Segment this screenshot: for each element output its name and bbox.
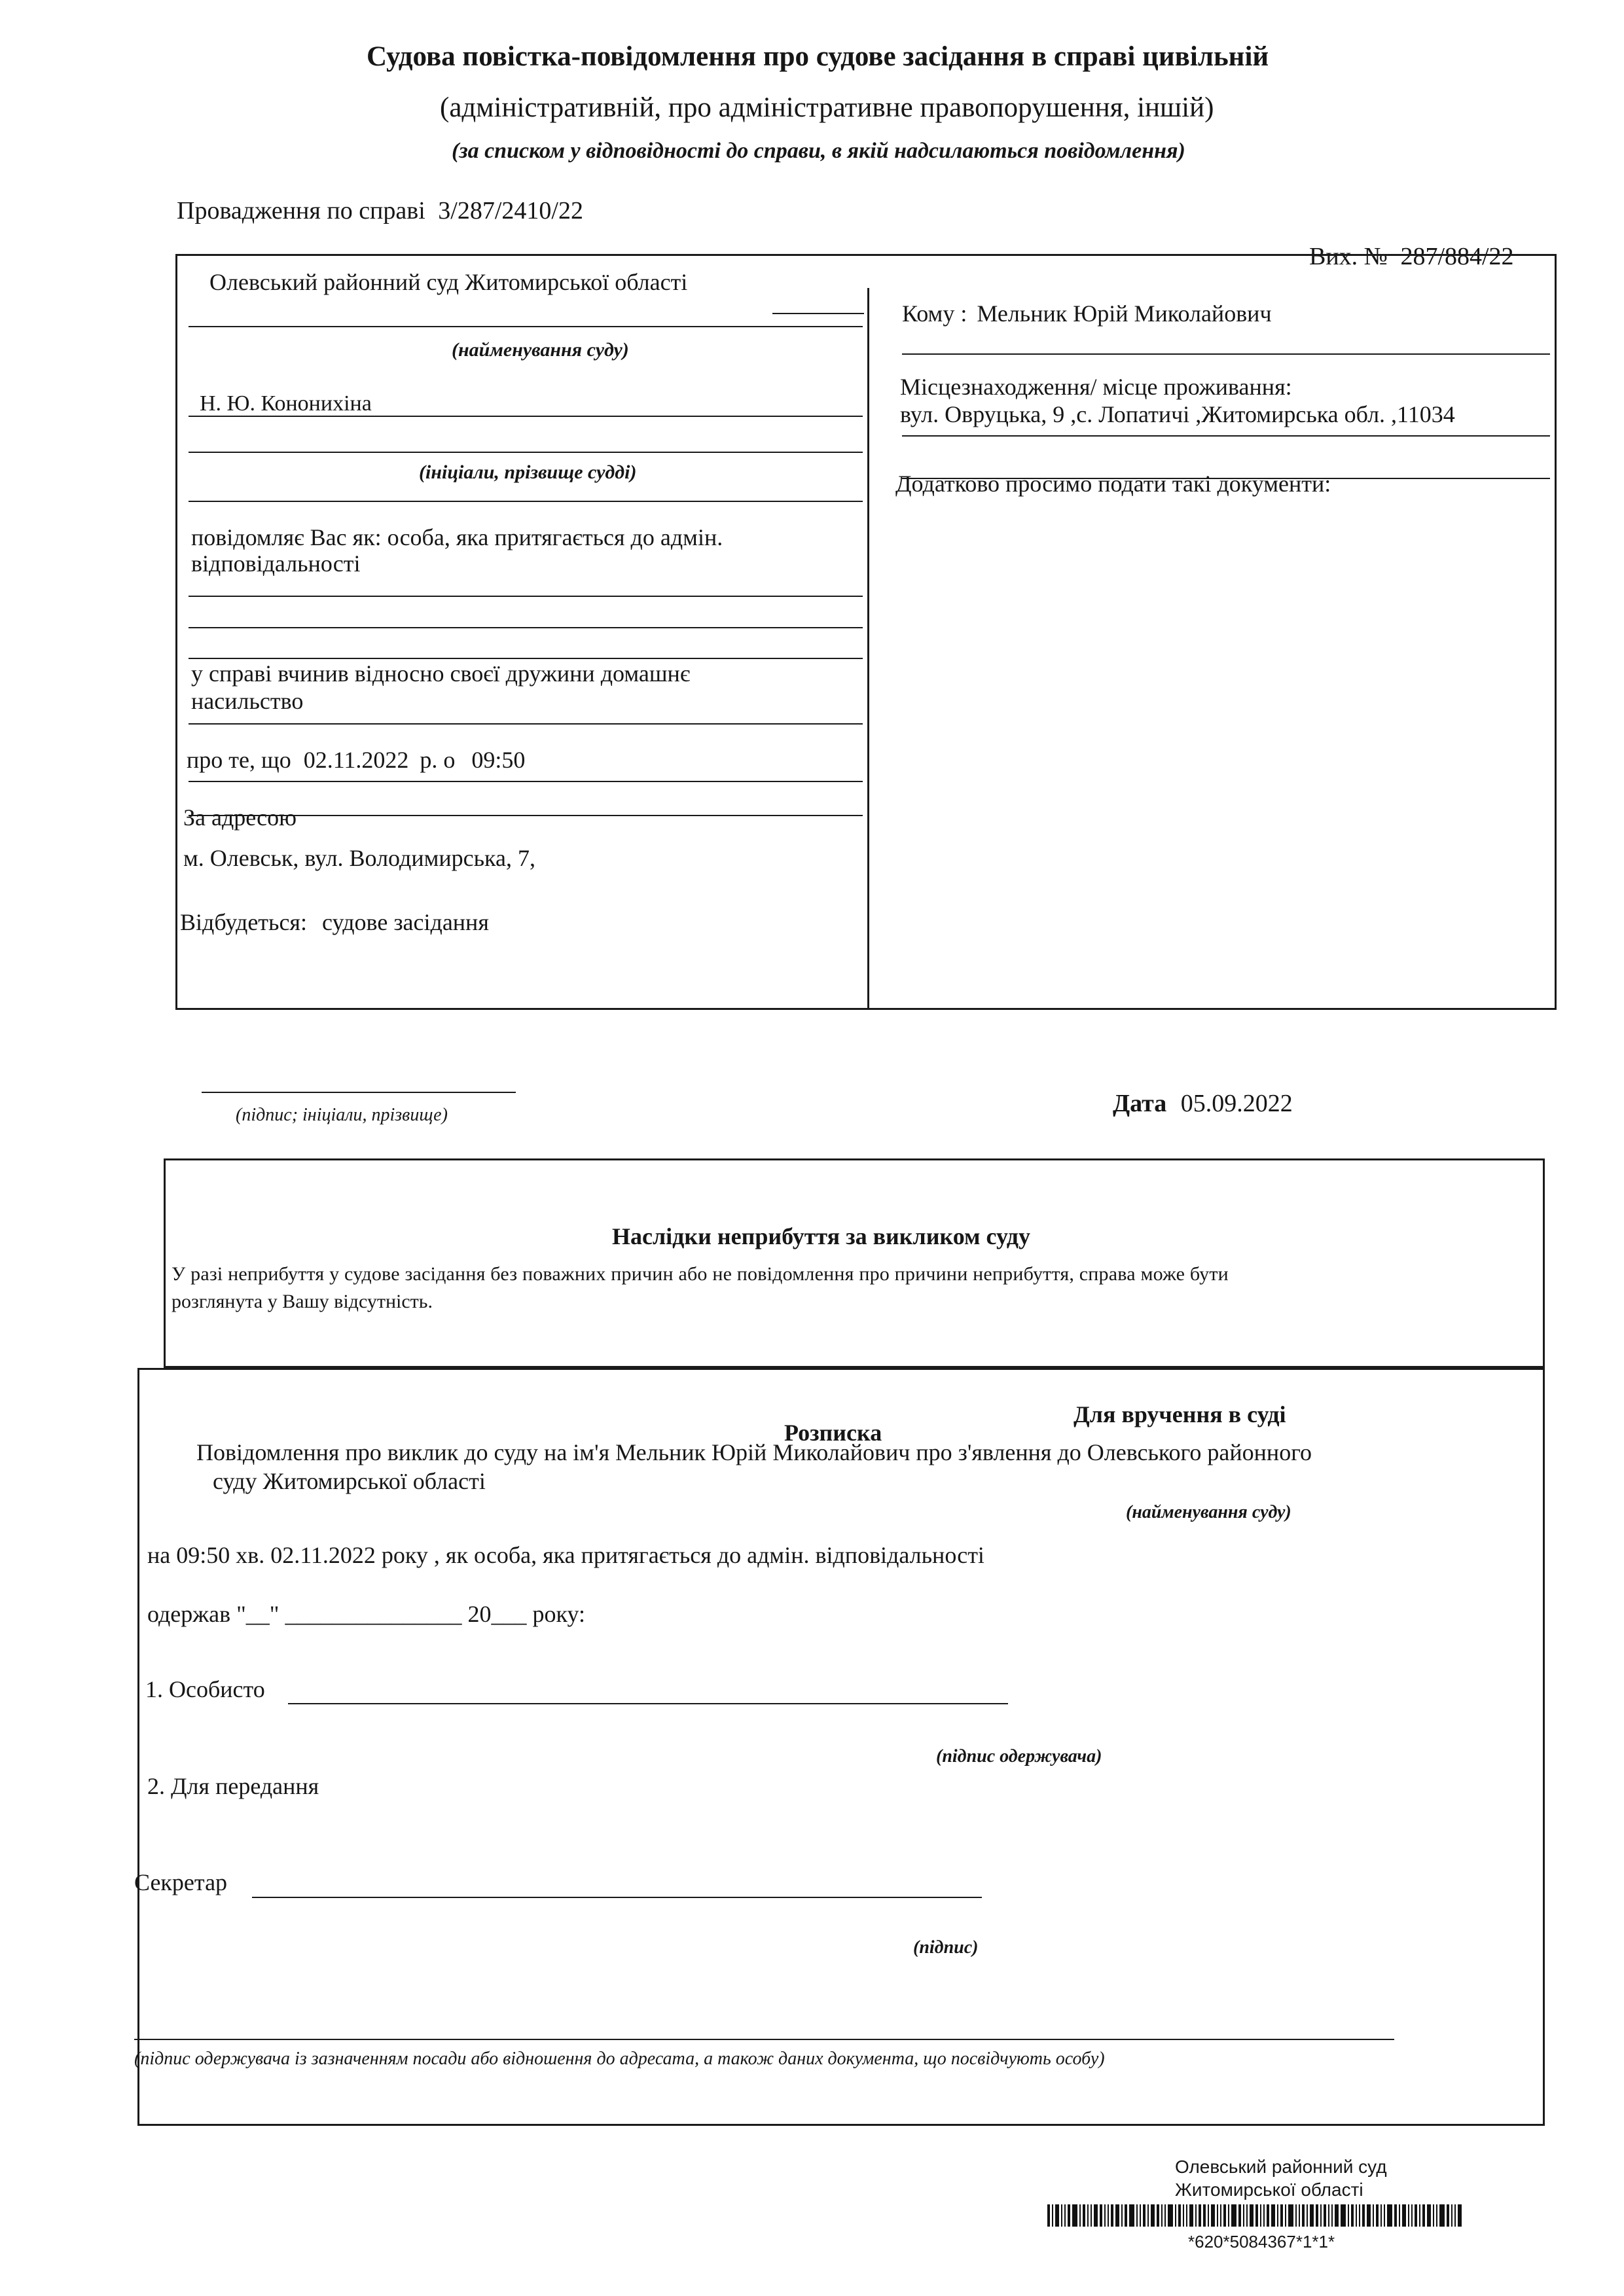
location-underline xyxy=(902,435,1550,437)
personal-signature-line xyxy=(288,1703,1008,1704)
signature-line xyxy=(202,1092,516,1093)
barcode-bar xyxy=(1439,2204,1445,2227)
secretary-signature-line xyxy=(252,1897,982,1898)
barcode-bar xyxy=(1307,2204,1308,2227)
barcode-bar xyxy=(1362,2204,1365,2227)
barcode-bar xyxy=(1422,2204,1425,2227)
extra-documents-label: Додатково просимо подати такі документи: xyxy=(895,471,1331,497)
barcode-bar xyxy=(1183,2204,1184,2227)
barcode-bar xyxy=(1055,2204,1059,2227)
barcode-bar xyxy=(1129,2204,1134,2227)
barcode-bar xyxy=(1211,2204,1215,2227)
bottom-caption: (підпис одержувача із зазначенням посади або відношення до адресата, а також даних документа, що посвідчують особу) xyxy=(134,2049,1105,2069)
barcode-bar xyxy=(1411,2204,1413,2227)
recipient-location: вул. Овруцька, 9 ,с. Лопатичі ,Житомирська обл. ,11034 xyxy=(900,401,1455,427)
barcode-bar xyxy=(1164,2204,1166,2227)
barcode-bar xyxy=(1277,2204,1278,2227)
barcode-bar xyxy=(1121,2204,1123,2227)
receipt-title: Розписка xyxy=(784,1420,882,1446)
barcode-bar xyxy=(1175,2204,1176,2227)
barcode-bar xyxy=(1087,2204,1089,2227)
barcode-bar xyxy=(1220,2204,1221,2227)
barcode-bar xyxy=(1217,2204,1218,2227)
consequences-line-1: У разі неприбуття у судове засідання без поважних причин або не повідомлення про причини неприбуття, справа може бути xyxy=(171,1263,1229,1285)
barcode-bar xyxy=(1115,2204,1119,2227)
document-title: Судова повістка-повідомлення про судове засідання в справі цивільній xyxy=(367,41,1269,72)
recipient-line xyxy=(902,300,1272,327)
recipient-underline xyxy=(902,353,1550,355)
recipient-signature-caption: (підпис одержувача) xyxy=(936,1746,1102,1767)
stamp-region: Житомирської області xyxy=(1175,2179,1363,2200)
date-value: 05.09.2022 xyxy=(1180,1090,1293,1117)
barcode-text: *620*5084367*1*1* xyxy=(1188,2232,1335,2251)
barcode-bar xyxy=(1246,2204,1248,2227)
barcode-bar xyxy=(1451,2204,1453,2227)
notifies-line-1: повідомляє Вас як: особа, яка притягається до адмін. xyxy=(191,524,723,550)
receipt-line-2: суду Житомирської області xyxy=(213,1468,486,1494)
secretary-signature-caption: (підпис) xyxy=(913,1937,979,1958)
barcode-bar xyxy=(1238,2204,1241,2227)
barcode-bar xyxy=(1143,2204,1146,2227)
barcode-bar xyxy=(1250,2204,1254,2227)
barcode-bar xyxy=(1203,2204,1206,2227)
outgoing-label: Вих. № xyxy=(1309,243,1388,270)
consequences-line-2: розглянута у Вашу відсутність. xyxy=(171,1291,433,1312)
barcode-bar xyxy=(1310,2204,1314,2227)
hearing-datetime xyxy=(187,746,525,774)
secretary-label: Секретар xyxy=(134,1869,228,1895)
barcode-bar xyxy=(1151,2204,1155,2227)
barcode-bar xyxy=(1285,2204,1286,2227)
barcode-bar xyxy=(1157,2204,1159,2227)
barcode-bar xyxy=(1260,2204,1261,2227)
barcode-bar xyxy=(1341,2204,1346,2227)
barcode-bar xyxy=(1125,2204,1127,2227)
date-label-main: Дата xyxy=(1113,1090,1167,1117)
barcode-bar xyxy=(1228,2204,1229,2227)
barcode-bar xyxy=(1052,2204,1053,2227)
barcode-bar xyxy=(1108,2204,1109,2227)
barcode-bar xyxy=(1199,2204,1201,2227)
summons-divider xyxy=(867,288,869,1010)
event-value: судове засідання xyxy=(322,909,489,935)
barcode-bar xyxy=(1091,2204,1092,2227)
notifies-underline xyxy=(189,596,863,597)
judge-underline xyxy=(189,416,863,417)
barcode-bar xyxy=(1373,2204,1374,2227)
case-label: Провадження по справі xyxy=(177,197,425,224)
judge-caption: (ініціали, прізвище судді) xyxy=(419,461,637,483)
barcode-bar xyxy=(1376,2204,1379,2227)
barcode-bar xyxy=(1288,2204,1293,2227)
barcode-bar xyxy=(1140,2204,1141,2227)
event-info xyxy=(180,908,489,936)
barcode-bar xyxy=(1302,2204,1305,2227)
barcode-bar xyxy=(1356,2204,1357,2227)
barcode-bar xyxy=(1454,2204,1456,2227)
judge-name: Н. Ю. Кононихіна xyxy=(200,391,372,416)
barcode-bar xyxy=(1189,2204,1193,2227)
consequences-title: Наслідки неприбуття за викликом суду xyxy=(612,1223,1030,1249)
case-line-1: у справі вчинив відносно своєї дружини домашнє xyxy=(191,660,691,687)
barcode-bar xyxy=(1263,2204,1265,2227)
bottom-signature-line xyxy=(134,2039,1394,2040)
barcode-bar xyxy=(1047,2204,1050,2227)
stamp-court-name: Олевський районний суд xyxy=(1175,2157,1387,2177)
barcode-bar xyxy=(1168,2204,1173,2227)
date-mid: р. о xyxy=(420,747,456,773)
barcode-bar xyxy=(1186,2204,1187,2227)
barcode-bar xyxy=(1320,2204,1322,2227)
signature-caption: (підпис; ініціали, прізвище) xyxy=(236,1105,448,1125)
datetime-underline xyxy=(189,781,863,782)
location-label: Місцезнаходження/ місце проживання: xyxy=(900,374,1292,400)
barcode-bar xyxy=(1231,2204,1236,2227)
barcode-bar xyxy=(1402,2204,1406,2227)
document-note: (за списком у відповідності до справи, в якій надсилаються повідомлення) xyxy=(452,139,1185,163)
barcode-bar xyxy=(1100,2204,1102,2227)
barcode-bar xyxy=(1436,2204,1437,2227)
barcode-bar xyxy=(1427,2204,1431,2227)
document-subtitle: (адміністративній, про адміністративне правопорушення, іншій) xyxy=(440,92,1214,123)
barcode-bar xyxy=(1324,2204,1326,2227)
barcode-bar xyxy=(1299,2204,1300,2227)
judge-section-divider xyxy=(189,501,863,502)
barcode-bar xyxy=(1433,2204,1434,2227)
court-name-underline xyxy=(189,326,863,327)
barcode-bar xyxy=(1384,2204,1385,2227)
receipt-line-1: Повідомлення про виклик до суду на ім'я Мельник Юрій Миколайович про з'явлення до Олевського районного xyxy=(196,1439,1312,1465)
barcode-bar xyxy=(1419,2204,1420,2227)
hearing-date: 02.11.2022 xyxy=(303,747,409,773)
barcode-bar xyxy=(1447,2204,1449,2227)
barcode-bar xyxy=(1072,2204,1077,2227)
barcode-bar xyxy=(1367,2204,1371,2227)
case-line-2: насильство xyxy=(191,688,304,714)
received-line: одержав "__" _______________ 20___ року: xyxy=(147,1601,586,1627)
barcode-bar xyxy=(1387,2204,1392,2227)
barcode-bar xyxy=(1255,2204,1258,2227)
case-underline xyxy=(189,723,863,725)
barcode-bar xyxy=(1104,2204,1106,2227)
personal-label: 1. Особисто xyxy=(145,1676,265,1702)
barcode-bar xyxy=(1316,2204,1318,2227)
barcode-bar xyxy=(1380,2204,1382,2227)
court-caption: (найменування суду) xyxy=(452,339,629,361)
receipt-court-caption: (найменування суду) xyxy=(1126,1502,1291,1522)
barcode-bar xyxy=(1408,2204,1409,2227)
barcode-bar xyxy=(1271,2204,1275,2227)
barcode-bar xyxy=(1064,2204,1066,2227)
judge-underline-2 xyxy=(189,452,863,453)
barcode-bar xyxy=(1079,2204,1081,2227)
barcode-bar xyxy=(1243,2204,1244,2227)
barcode-bar xyxy=(1351,2204,1354,2227)
barcode-bar xyxy=(1094,2204,1098,2227)
barcode-bar xyxy=(1331,2204,1333,2227)
barcode xyxy=(1047,2204,1499,2227)
barcode-bar xyxy=(1348,2204,1349,2227)
outgoing-number: 287/884/22 xyxy=(1400,243,1514,270)
court-name-underline-end xyxy=(772,313,864,314)
barcode-bar xyxy=(1335,2204,1339,2227)
barcode-bar xyxy=(1195,2204,1197,2227)
barcode-bar xyxy=(1061,2204,1062,2227)
barcode-bar xyxy=(1415,2204,1417,2227)
barcode-bar xyxy=(1399,2204,1400,2227)
date-label: про те, що xyxy=(187,747,291,773)
hearing-time: 09:50 xyxy=(471,747,526,773)
barcode-bar xyxy=(1394,2204,1397,2227)
notifies-underline-2 xyxy=(189,627,863,628)
barcode-bar xyxy=(1111,2204,1113,2227)
barcode-bar xyxy=(1068,2204,1070,2227)
barcode-bar xyxy=(1178,2204,1181,2227)
document-date xyxy=(1113,1089,1293,1118)
barcode-bar xyxy=(1267,2204,1269,2227)
case-reference xyxy=(177,196,583,225)
barcode-bar xyxy=(1359,2204,1360,2227)
barcode-bar xyxy=(1328,2204,1329,2227)
event-label: Відбудеться: xyxy=(180,909,307,935)
notifies-line-2: відповідальності xyxy=(191,550,361,577)
for-transfer-label: 2. Для передання xyxy=(147,1773,319,1799)
address-label: За адресою xyxy=(183,804,297,831)
barcode-bar xyxy=(1083,2204,1085,2227)
court-name: Олевський районний суд Житомирської області xyxy=(209,269,688,295)
case-number: 3/287/2410/22 xyxy=(438,197,583,224)
barcode-bar xyxy=(1161,2204,1163,2227)
barcode-bar xyxy=(1147,2204,1149,2227)
barcode-bar xyxy=(1136,2204,1138,2227)
notifies-underline-3 xyxy=(189,658,863,659)
barcode-bar xyxy=(1223,2204,1226,2227)
barcode-bar xyxy=(1295,2204,1297,2227)
for-court-delivery: Для вручення в суді xyxy=(1074,1401,1286,1427)
hearing-address: м. Олевськ, вул. Володимирська, 7, xyxy=(183,845,535,871)
barcode-bar xyxy=(1208,2204,1209,2227)
to-label: Кому : xyxy=(902,300,967,327)
barcode-bar xyxy=(1458,2204,1462,2227)
receipt-time-line: на 09:50 хв. 02.11.2022 року , як особа, яка притягається до адмін. відповідальності xyxy=(147,1542,984,1568)
barcode-bar xyxy=(1280,2204,1283,2227)
recipient-name: Мельник Юрій Миколайович xyxy=(977,300,1272,327)
summons-box xyxy=(175,254,1557,1010)
